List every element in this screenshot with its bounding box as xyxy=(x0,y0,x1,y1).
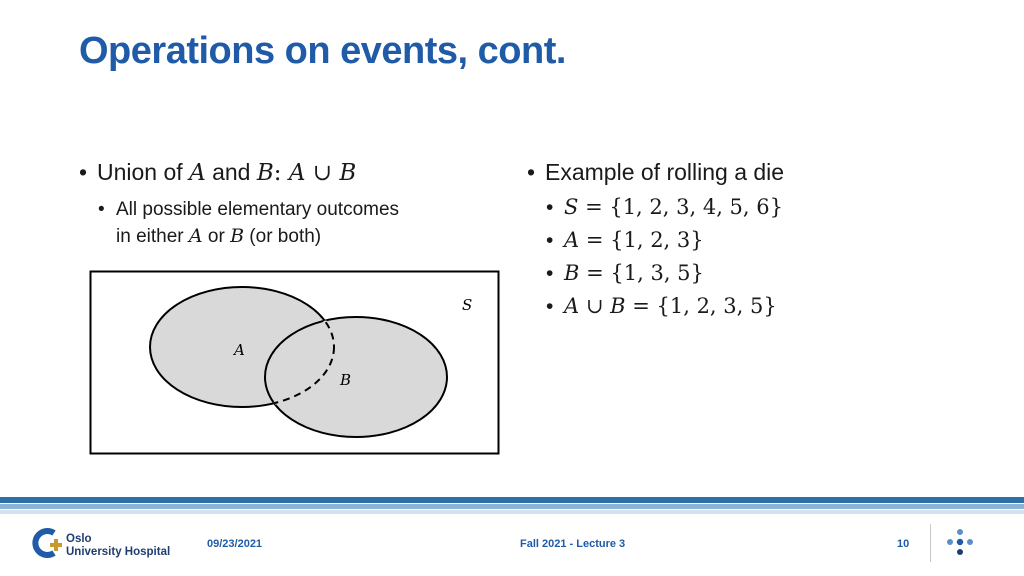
item-lhs: A ∪ B xyxy=(564,294,626,318)
math-expr-A: A xyxy=(288,160,306,186)
footer-divider xyxy=(930,524,931,562)
bullet-union-definition xyxy=(79,157,509,188)
footer-bar-dark xyxy=(0,497,1024,503)
footer-date: 09/23/2021 xyxy=(207,538,263,550)
item-rhs: = {1, 2, 3, 5} xyxy=(625,294,777,318)
set-B-ellipse xyxy=(265,317,447,437)
sub-in-either: in either xyxy=(116,226,189,247)
math-A: A xyxy=(189,160,206,186)
example-item-A xyxy=(546,224,997,257)
sub-or-both: (or both) xyxy=(244,226,322,247)
colon: : xyxy=(273,160,289,186)
item-rhs: = {1, 3, 5} xyxy=(579,261,704,285)
sub-line-1: • All possible elementary outcomes xyxy=(116,199,400,220)
example-item-union xyxy=(546,290,997,323)
union-symbol: ∪ xyxy=(305,160,340,186)
sub-math-B: B xyxy=(230,225,245,247)
sub-line-2 xyxy=(116,223,509,250)
example-item-B xyxy=(546,257,997,290)
label-B: B xyxy=(340,371,352,389)
item-lhs: B xyxy=(564,261,580,285)
logo-line-1: Oslo xyxy=(66,533,92,545)
label-S: S xyxy=(462,296,473,314)
hospital-logo-icon xyxy=(32,527,64,559)
item-rhs: = {1, 2, 3, 4, 5, 6} xyxy=(578,195,783,219)
union-text: Union of xyxy=(97,159,190,185)
sub-bullet-outcomes xyxy=(98,196,509,250)
hospital-logo-text xyxy=(66,533,170,559)
label-A: A xyxy=(234,341,245,359)
math-expr-B: B xyxy=(339,160,357,186)
slide-title: Operations on events, cont. xyxy=(79,30,566,72)
footer-bar-light xyxy=(0,510,1024,514)
item-rhs: = {1, 2, 3} xyxy=(579,228,704,252)
sub-or: or xyxy=(202,226,231,247)
dots-logo-icon xyxy=(946,528,974,556)
footer-bar-mid xyxy=(0,504,1024,509)
bullet-die-example: • Example of rolling a die xyxy=(527,157,997,187)
logo-line-2: University Hospital xyxy=(66,546,171,558)
footer-course: Fall 2021 - Lecture 3 xyxy=(520,538,626,550)
math-B: B xyxy=(256,160,274,186)
venn-diagram xyxy=(89,270,501,456)
example-list xyxy=(527,191,997,323)
item-lhs: S xyxy=(564,195,579,219)
and-text: and xyxy=(205,159,257,185)
item-lhs: A xyxy=(564,228,580,252)
page-number: 10 xyxy=(897,538,910,550)
right-column xyxy=(527,157,997,323)
example-item-S xyxy=(546,191,997,224)
sub-math-A: A xyxy=(188,225,203,247)
left-column xyxy=(79,157,509,250)
